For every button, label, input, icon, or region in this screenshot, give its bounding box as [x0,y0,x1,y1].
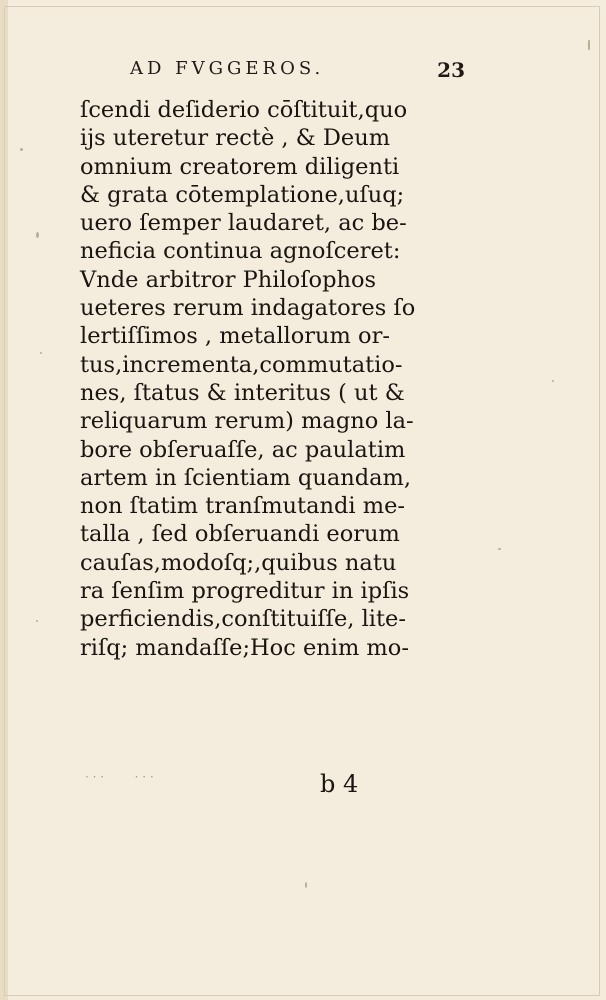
text-line: riſq; mandaſſe;Hoc enim mo- [80,634,409,661]
text-line: artem in ſcientiam quandam, [80,464,412,491]
text-line: & grata cōtemplatione,uſuq; [80,181,405,208]
body-text [80,96,470,662]
text-line: tus,incrementa,commutatio- [80,351,403,378]
text-line: nes, ſtatus & interitus ( ut & [80,379,405,406]
text-line: talla , ſed obſeruandi eorum [80,521,400,548]
text-line: omnium creatorem diligenti [80,153,400,180]
paper-speck [498,548,501,550]
paper-speck [36,232,39,238]
paper-speck [552,380,554,382]
text-line: uero ſemper laudaret, ac be- [80,210,407,237]
text-line: Vnde arbitror Philoſophos [80,266,377,293]
text-line: neficia continua agnoſceret: [80,238,401,265]
paper-speck [588,40,590,50]
page-number: 23 [437,58,465,82]
text-line: ſcendi deſiderio cōſtituit,quo [80,97,408,123]
text-line: non ſtatim tranſmutandi me- [80,493,405,520]
text-line: cauſas,modoſq;,quibus natu [80,549,397,576]
paper-speck [305,882,307,888]
signature-mark: b 4 [320,770,359,798]
text-line: ijs uteretur rectè , & Deum [80,125,391,152]
paper-speck [40,352,42,354]
text-line: lertiſſimos , metallorum or- [80,323,390,350]
text-line: perficiendis,conſtituiſſe, lite- [80,606,406,633]
paper-speck [20,148,23,151]
text-line: ra ſenſim progreditur in ipſis [80,578,410,605]
running-head: AD FVGGEROS. [130,58,325,79]
text-line: bore obſeruaſſe, ac paulatim [80,436,406,463]
text-line: reliquarum rerum) magno la- [80,408,414,435]
bleed-through-marks: · · · · · · [85,770,154,784]
paper-speck [36,620,38,622]
text-line: ueteres rerum indagatores ſo [80,295,416,322]
page-gutter-edge [0,0,8,1000]
page-header [130,58,465,86]
